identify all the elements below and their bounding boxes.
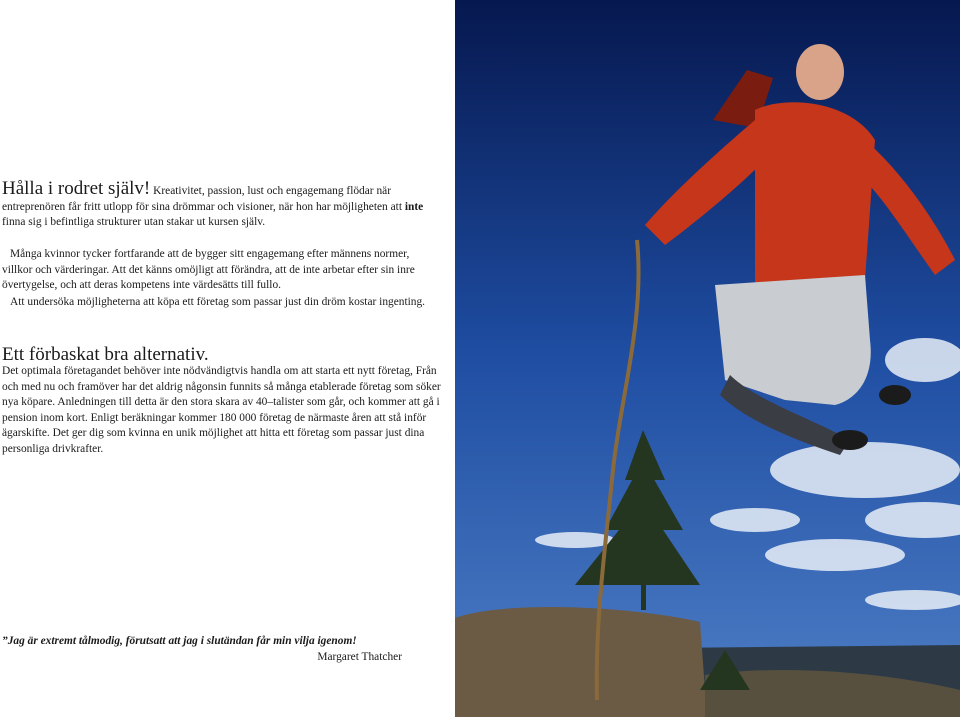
quote-author: Margaret Thatcher (317, 650, 402, 663)
quote-block (2, 634, 402, 665)
intro-bold-word: inte (404, 200, 424, 213)
body-block-2 (2, 364, 442, 458)
jumping-woman-photo (455, 0, 960, 717)
sweater (755, 102, 875, 285)
body-block-1 (2, 247, 442, 310)
intro-text-b: finna sig i befintliga strukturer utan stakar ut kursen själv. (2, 216, 266, 229)
body-paragraph: Det optimala företagandet behöver inte nödvändigtvis handla om att starta ett nytt företag, Från och med nu och framöver har det aldrig någonsin funnits så många etablerade företag som söker nya köpare. Anledningen till detta är den stora skara av 40–talister som går, och kommer att gå i pension inom kort. Enligt beräkningar kommer 180 000 företag de närmaste åren att stå inför ägarskifte. Det ger dig som kvinna en unik möjlighet att hitta ett företag som passar just dina personliga drivkrafter. (2, 365, 441, 455)
rock (455, 607, 707, 717)
photo-illustration (455, 0, 960, 717)
section-heading: Hålla i rodret själv! (2, 178, 151, 199)
intro-block (2, 178, 442, 231)
quote-text: ”Jag är extremt tålmodig, förutsatt att jag i slutändan får min vilja igenom! (2, 635, 357, 647)
intro-paragraph (2, 178, 442, 231)
shoe (832, 430, 868, 450)
head (796, 44, 844, 100)
text-column (2, 0, 448, 717)
intro-text-a: Kreativitet, passion, lust och engagemang flödar när entreprenören får fritt utlopp för sina drömmar och visioner, när hon har möjligheten att (2, 185, 405, 213)
subheading: Ett förbaskat bra alternativ. (2, 344, 209, 365)
shoe (879, 385, 911, 405)
body-paragraph: Att undersöka möjligheterna att köpa ett företag som passar just din dröm kostar ingenting. (10, 295, 426, 308)
body-paragraph: Många kvinnor tycker fortfarande att de bygger sitt engagemang efter männens normer, villkor och värderingar. Att det känns omöjligt att förändra, att de inte arbetar efter sin inre övertygelse, och att deras kompetens inte värdesätts till fullo. (2, 248, 415, 292)
